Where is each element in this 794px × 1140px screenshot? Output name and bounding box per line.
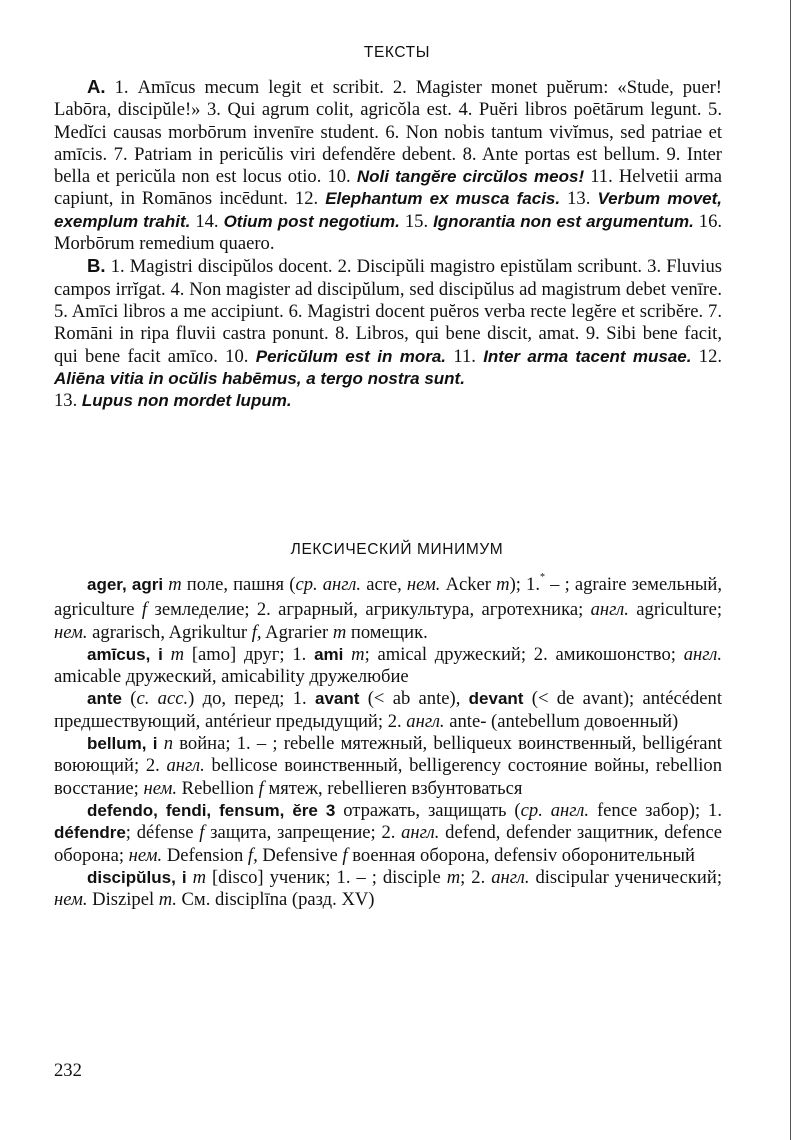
gender-mark: m: [496, 574, 510, 595]
entry-text: discipular ученический;: [529, 866, 722, 888]
text-b-num12: 12.: [691, 345, 723, 367]
entry-text: (: [121, 688, 137, 710]
proverb-b13: Lupus non mordet lupum.: [81, 391, 292, 411]
gender-mark: m: [170, 643, 185, 665]
headword: amīcus, i: [87, 644, 163, 664]
abbreviation: нем.: [406, 574, 441, 595]
texts-section: [54, 76, 722, 412]
entry-discipulus: [54, 867, 722, 912]
entry-text: Rebellion: [177, 777, 259, 799]
entry-text: [disco] ученик; 1. – ; disciple: [206, 866, 447, 888]
headword: defendo, fendi, fensum, ĕre 3: [87, 800, 336, 820]
abbreviation: англ.: [401, 822, 440, 844]
gender-mark: m.: [158, 889, 177, 911]
headword: discipŭlus, i: [87, 867, 187, 887]
text-a-part3: 16. Morbōrum remedium quaero.: [54, 210, 723, 255]
text-a-num15: 15.: [399, 210, 429, 232]
proverb-a15: Ignorantia non est argumentum.: [433, 211, 694, 231]
derived-headword: avant: [315, 689, 360, 709]
entry-text: (< ab ante),: [359, 688, 469, 710]
abbreviation: англ.: [406, 710, 445, 732]
entry-text: поле, пашня (: [181, 574, 296, 595]
section-heading-texts: ТЕКСТЫ: [363, 44, 431, 61]
page-edge-line: [790, 0, 791, 1140]
entry-text: Acker: [440, 574, 497, 595]
abbreviation: нем.: [54, 889, 88, 911]
abbreviation: англ.: [683, 643, 722, 665]
derived-headword: ami: [314, 644, 344, 664]
entry-text: мятеж, rebellieren взбунтоваться: [263, 777, 523, 799]
entry-ager: [54, 574, 722, 644]
entry-text: bellicose воинственный, belligerency состояние войны, rebellion восстание;: [54, 755, 723, 799]
abbreviation: нем.: [143, 777, 178, 799]
headword: bellum, i: [87, 734, 158, 754]
gender-mark: m: [351, 643, 365, 665]
gender-mark: f: [199, 822, 205, 844]
abbreviation: ср. англ.: [520, 799, 590, 821]
entry-text: защита, запрещение; 2.: [204, 822, 402, 844]
text-b-num11: 11.: [446, 345, 476, 367]
gender-mark: n: [163, 733, 174, 755]
derived-headword: devant: [468, 689, 524, 709]
entry-text: ; amical дружеский; 2. амикошонство;: [364, 643, 684, 665]
entry-text: Defensive: [257, 844, 343, 866]
entry-text: военная оборона, defensiv оборонительный: [347, 844, 695, 866]
proverb-b12: Aliēna vitia in ocŭlis habēmus, a tergo nostra sunt.: [54, 368, 465, 388]
gender-mark: m: [168, 574, 182, 595]
text-a-part2: 11. Helvetii arma capiunt, in Romānos incēdunt. 12.: [54, 166, 723, 210]
entry-text: [amo] друг; 1.: [184, 643, 315, 665]
entry-text: отражать, защищать (: [335, 799, 521, 821]
gender-mark: f: [342, 844, 348, 866]
abbreviation: ср. англ.: [295, 574, 362, 595]
entry-text: (< de avant); antécédent предшествующий, antérieur предыдущий; 2.: [54, 688, 722, 732]
entry-text: война; 1. – ; rebelle мятежный, belliqueux воинственный, belligérant воюющий; 2.: [54, 733, 722, 777]
entry-text: помещик.: [346, 621, 428, 643]
entry-text: См. disciplīna (разд. XV): [176, 889, 375, 911]
proverb-a12: Elephantum ex musca facis.: [325, 189, 561, 209]
paragraph-a: [54, 76, 722, 255]
text-a-num13: 13.: [560, 188, 591, 210]
derived-headword: défendre: [54, 823, 126, 843]
proverb-b10: Pericŭlum est in mora.: [255, 346, 447, 366]
gender-mark: m: [192, 866, 206, 888]
gender-mark: f: [258, 777, 264, 799]
entry-text: – ; agraire земельный, agriculture: [54, 574, 723, 621]
entry-text: ante- (antebellum довоенный): [444, 710, 679, 732]
gender-mark: f: [141, 599, 148, 621]
abbreviation: англ.: [491, 866, 530, 888]
entry-ante: [54, 688, 722, 733]
abbreviation: нем.: [128, 844, 163, 866]
headword: ager, agri: [87, 575, 164, 594]
text-a-num14: 14.: [190, 210, 219, 232]
entry-defendo: [54, 800, 722, 867]
abbreviation: с. acc.: [136, 688, 189, 710]
entry-text: agrarisch, Agrikultur: [87, 621, 252, 643]
entry-text: agriculture;: [628, 599, 722, 621]
section-label-b: В.: [87, 255, 106, 277]
entry-bellum: [54, 733, 722, 800]
entry-text: Defension: [162, 844, 248, 866]
entry-amicus: [54, 644, 722, 689]
footnote-star: *: [540, 572, 546, 583]
abbreviation: англ.: [166, 755, 205, 777]
entry-text: ; défense: [125, 822, 200, 844]
entry-text: acre,: [361, 574, 407, 595]
text-a-part1: 1. Amīcus mecum legit et scribit. 2. Magister monet puĕrum: «Stude, puer! Labōra, discipŭle!» 3. Qui agrum colit, agricŏla est. 4. Puĕri libros poētārum legunt. 5. Medĭci causas morbōrum invenīre student. 6. Non nobis tantum vivĭmus, sed patriae et amīcis. 7. Patriam in pericŭlis viri defendĕre debent. 8. Ante portas est bellum. 9. Inter bella et pericŭla non est locus otio. 10.: [54, 77, 722, 188]
section-heading-lexicon: ЛЕКСИЧЕСКИЙ МИНИМУМ: [290, 541, 504, 558]
abbreviation: англ.: [590, 599, 629, 621]
abbreviation: нем.: [54, 621, 88, 643]
proverb-a13: Verbum movet, exemplum trahit.: [54, 189, 723, 231]
paragraph-b: [54, 255, 722, 412]
gender-mark: m: [332, 621, 347, 643]
section-label-a: А.: [87, 76, 106, 97]
gender-mark: f,: [251, 621, 262, 643]
proverb-a10: Noli tangĕre circŭlos meos!: [356, 167, 585, 187]
entry-text: Diszipel: [87, 889, 159, 911]
lexicon-section: [54, 574, 722, 911]
gender-mark: f,: [247, 844, 258, 866]
page-number: 232: [54, 1060, 82, 1081]
entry-text: ); 1.: [509, 574, 541, 595]
entry-text: ) до, перед; 1.: [188, 688, 315, 710]
entry-text: ; 2.: [460, 866, 492, 888]
entry-text: amicable дружеский, amicability дружелюбие: [54, 666, 409, 688]
entry-text: fence забор); 1.: [589, 799, 722, 821]
entry-text: Agrarier: [261, 621, 333, 643]
entry-text: defend, defender защитник, defence оборона;: [54, 822, 722, 866]
proverb-a14: Otium post negotium.: [223, 211, 400, 231]
text-b-num13: 13.: [54, 390, 78, 412]
text-b-part1: 1. Magistri discipŭlos docent. 2. Discipŭli magistro epistŭlam scribunt. 3. Fluvius campos irrĭgat. 4. Non magister ad discipŭlum, sed discipŭlus ad magistrum debet venīre. 5. Amīci libros a me accipiunt. 6. Magistri docent puĕros verba recte legĕre et scribĕre. 7. Romāni in ripa fluvii castra ponunt. 8. Libros, qui bene discit, amat. 9. Sibi bene facit, qui bene facit amīco. 10.: [54, 256, 722, 367]
entry-text: земледелие; 2. аграрный, агрикультура, агротехника;: [147, 599, 591, 621]
headword: ante: [87, 689, 122, 709]
proverb-b11: Inter arma tacent musae.: [483, 346, 692, 366]
gender-mark: m: [446, 866, 461, 888]
